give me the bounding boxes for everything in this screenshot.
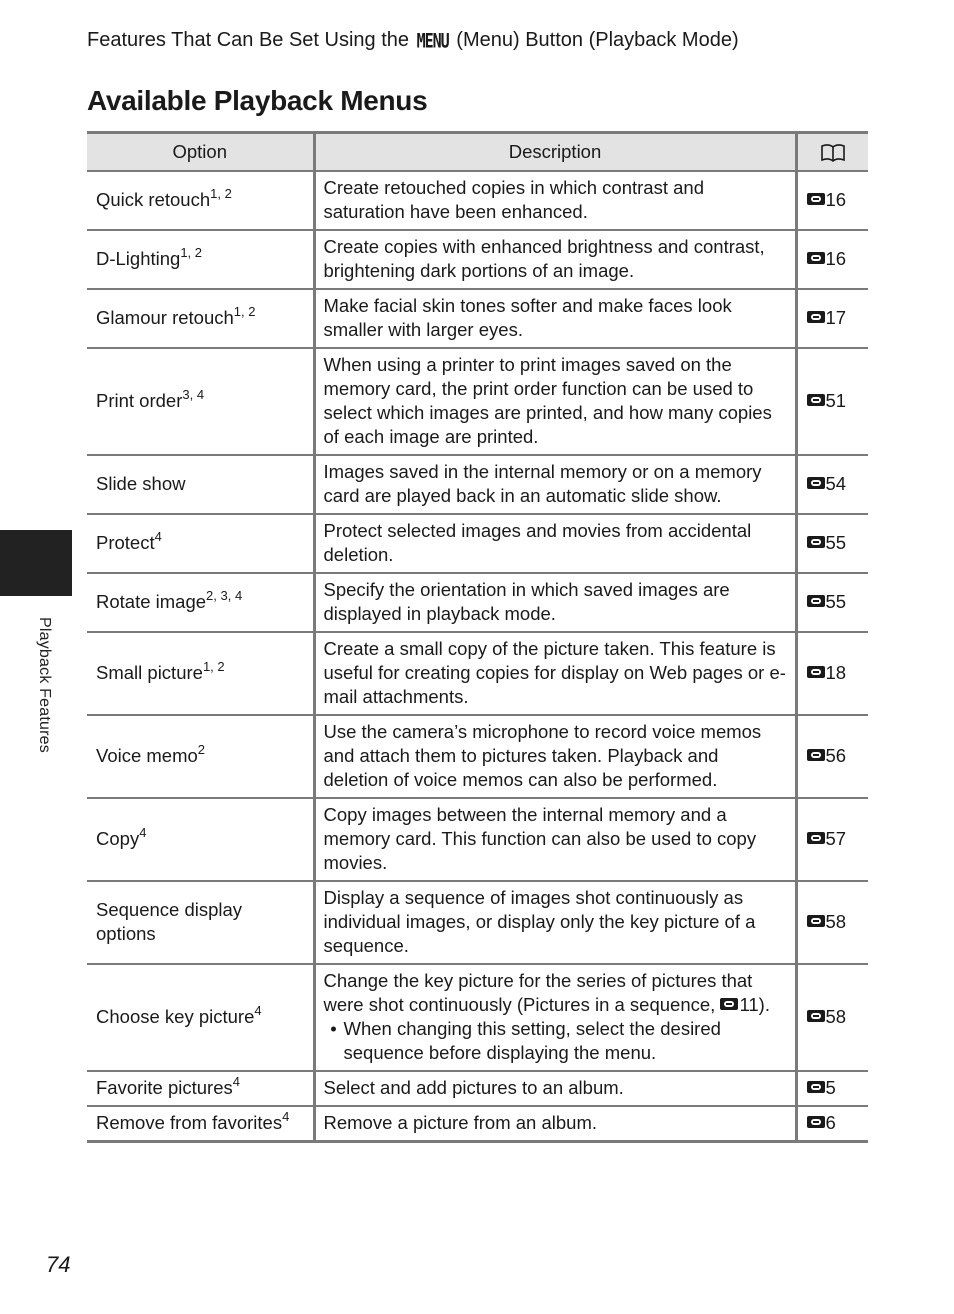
option-cell	[87, 171, 314, 230]
description-cell	[314, 1106, 796, 1141]
option-cell	[87, 348, 314, 455]
reference-page: 58	[825, 1006, 847, 1027]
option-name: Rotate image	[96, 591, 207, 612]
reference-section-icon	[807, 1116, 825, 1128]
footnote-refs: 1, 2	[210, 186, 232, 201]
footnote-refs: 1, 2	[233, 304, 256, 319]
description-cell	[314, 632, 796, 715]
playback-menus-table	[87, 131, 868, 1143]
option-cell	[87, 573, 314, 632]
header-option: Option	[87, 133, 314, 172]
bullet: •	[330, 1018, 337, 1039]
reference-page: 17	[825, 307, 847, 328]
reference-page: 57	[825, 828, 847, 849]
table-row	[87, 230, 868, 289]
reference-section-icon	[807, 311, 825, 323]
option-cell	[87, 455, 314, 514]
reference-section-icon	[807, 1010, 825, 1022]
description-cell	[314, 514, 796, 573]
option-name: Quick retouch	[96, 189, 211, 210]
header-description: Description	[314, 133, 796, 172]
reference-cell	[796, 171, 868, 230]
table-row	[87, 798, 868, 881]
description-cell	[314, 171, 796, 230]
table-row	[87, 715, 868, 798]
description-text: Protect selected images and movies from accidental deletion.	[323, 520, 752, 565]
reference-section-icon	[807, 915, 825, 927]
option-cell	[87, 230, 314, 289]
option-name: Choose key picture	[96, 1006, 255, 1027]
description-cell	[314, 715, 796, 798]
reference-section-icon	[807, 252, 825, 264]
reference-section-icon	[807, 666, 825, 678]
option-cell	[87, 1071, 314, 1106]
reference-page: 5	[825, 1077, 836, 1098]
option-name: Remove from favorites	[96, 1111, 283, 1133]
option-cell	[87, 798, 314, 881]
description-text-end: ).	[758, 994, 770, 1015]
table-row	[87, 632, 868, 715]
option-name: Favorite pictures	[96, 1077, 233, 1098]
footnote-refs: 3, 4	[182, 387, 205, 402]
running-head	[87, 27, 739, 54]
description-text: Use the camera’s microphone to record voice memos and attach them to pictures taken. Playback and deletion of voice memos can also be performed.	[323, 721, 762, 790]
running-head-after: (Menu) Button (Playback Mode)	[456, 29, 739, 51]
description-text: Make facial skin tones softer and make faces look smaller with larger eyes.	[323, 295, 732, 340]
table-row	[87, 881, 868, 964]
reference-cell	[796, 632, 868, 715]
table-row	[87, 348, 868, 455]
description-cell	[314, 573, 796, 632]
reference-cell	[796, 715, 868, 798]
reference-page: 16	[825, 248, 847, 269]
description-text: Select and add pictures to an album.	[323, 1077, 624, 1098]
description-text: When using a printer to print images saved on the memory card, the print order function can be used to select which images are printed, and how many copies of each image are printed.	[323, 354, 772, 447]
table-row	[87, 1106, 868, 1141]
reference-section-icon	[807, 595, 825, 607]
description-cell	[314, 230, 796, 289]
page-title: Available Playback Menus	[87, 85, 428, 116]
description-cell	[314, 289, 796, 348]
reference-section-icon	[807, 749, 825, 761]
option-cell	[87, 715, 314, 798]
reference-cell	[796, 881, 868, 964]
menu-button-glyph: MENU	[416, 29, 449, 53]
reference-section-icon	[807, 193, 825, 205]
option-cell	[87, 1106, 314, 1141]
description-text: Copy images between the internal memory and a memory card. This function can also be used to copy movies.	[323, 804, 757, 873]
page-number: 74	[46, 1252, 71, 1277]
description-note	[324, 1017, 787, 1065]
footnote-refs: 4	[139, 825, 147, 840]
reference-cell	[796, 230, 868, 289]
table-row	[87, 171, 868, 230]
description-cell	[314, 1071, 796, 1106]
footnote-refs: 4	[154, 529, 162, 544]
option-name: Sequence display options	[96, 899, 243, 944]
description-text: Create retouched copies in which contrast and saturation have been enhanced.	[323, 177, 704, 222]
reference-page: 6	[825, 1111, 836, 1133]
option-cell	[87, 632, 314, 715]
reference-page: 55	[825, 591, 847, 612]
option-name: D-Lighting	[96, 248, 181, 269]
footnote-refs: 1, 2	[180, 245, 203, 260]
description-cell	[314, 881, 796, 964]
note-text: When changing this setting, select the desired sequence before displaying the menu.	[343, 1018, 721, 1063]
option-name: Voice memo	[96, 745, 198, 766]
reference-cell	[796, 348, 868, 455]
header-reference	[796, 133, 868, 172]
reference-section-icon	[807, 477, 825, 489]
footnote-refs: 2, 3, 4	[206, 588, 243, 603]
reference-page: 56	[825, 745, 847, 766]
table-header-row	[87, 133, 868, 172]
description-cell	[314, 798, 796, 881]
description-text: Change the key picture for the series of pictures that were shot continuously (Pictures in a sequence,	[323, 970, 753, 1015]
option-cell	[87, 881, 314, 964]
reference-section-icon	[807, 1081, 825, 1093]
option-cell	[87, 514, 314, 573]
option-cell	[87, 964, 314, 1071]
description-text: Images saved in the internal memory or on a memory card are played back in an automatic slide show.	[323, 461, 762, 506]
reference-section-icon	[807, 832, 825, 844]
description-text: Create a small copy of the picture taken. This feature is useful for creating copies for display on Web pages or e-mail attachments.	[323, 638, 786, 707]
table-row	[87, 964, 868, 1071]
reference-page: 18	[825, 662, 847, 683]
option-name: Protect	[96, 532, 155, 553]
description-cell	[314, 455, 796, 514]
table-row	[87, 1071, 868, 1106]
reference-cell	[796, 573, 868, 632]
footnote-refs: 2	[197, 742, 206, 757]
description-text: Display a sequence of images shot continuously as individual images, or display only the key picture of a sequence.	[323, 887, 756, 956]
option-name: Print order	[96, 390, 183, 411]
reference-cell	[796, 1106, 868, 1141]
reference-cell	[796, 964, 868, 1071]
reference-cell	[796, 455, 868, 514]
description-text: Remove a picture from an album.	[323, 1111, 598, 1133]
reference-page: 54	[825, 473, 847, 494]
reference-page: 16	[825, 189, 847, 210]
reference-page: 51	[825, 390, 847, 411]
description-text: Create copies with enhanced brightness and contrast, brightening dark portions of an image.	[323, 236, 765, 281]
table-row	[87, 455, 868, 514]
option-name: Small picture	[96, 662, 203, 683]
option-cell	[87, 289, 314, 348]
footnote-refs: 1, 2	[202, 659, 225, 674]
section-tab	[0, 530, 72, 596]
footnote-refs: 4	[232, 1074, 240, 1089]
reference-page: 55	[825, 532, 847, 553]
option-name: Copy	[96, 828, 140, 849]
reference-cell	[796, 514, 868, 573]
reference-cell	[796, 289, 868, 348]
reference-section-icon	[720, 998, 738, 1010]
reference-cell	[796, 798, 868, 881]
table-row	[87, 289, 868, 348]
description-text: Specify the orientation in which saved images are displayed in playback mode.	[323, 579, 730, 624]
section-label: Playback Features	[36, 617, 53, 753]
description-cell	[314, 348, 796, 455]
table-row	[87, 514, 868, 573]
description-ref: 11	[739, 994, 759, 1015]
footnote-refs: 4	[282, 1108, 290, 1124]
reference-cell	[796, 1071, 868, 1106]
reference-section-icon	[807, 536, 825, 548]
table-row	[87, 573, 868, 632]
running-head-before: Features That Can Be Set Using the	[87, 29, 410, 51]
book-icon	[820, 143, 846, 163]
reference-section-icon	[807, 394, 825, 406]
option-name: Glamour retouch	[96, 307, 234, 328]
footnote-refs: 4	[254, 1003, 262, 1018]
option-name: Slide show	[96, 473, 186, 494]
reference-page: 58	[825, 911, 847, 932]
description-cell	[314, 964, 796, 1071]
